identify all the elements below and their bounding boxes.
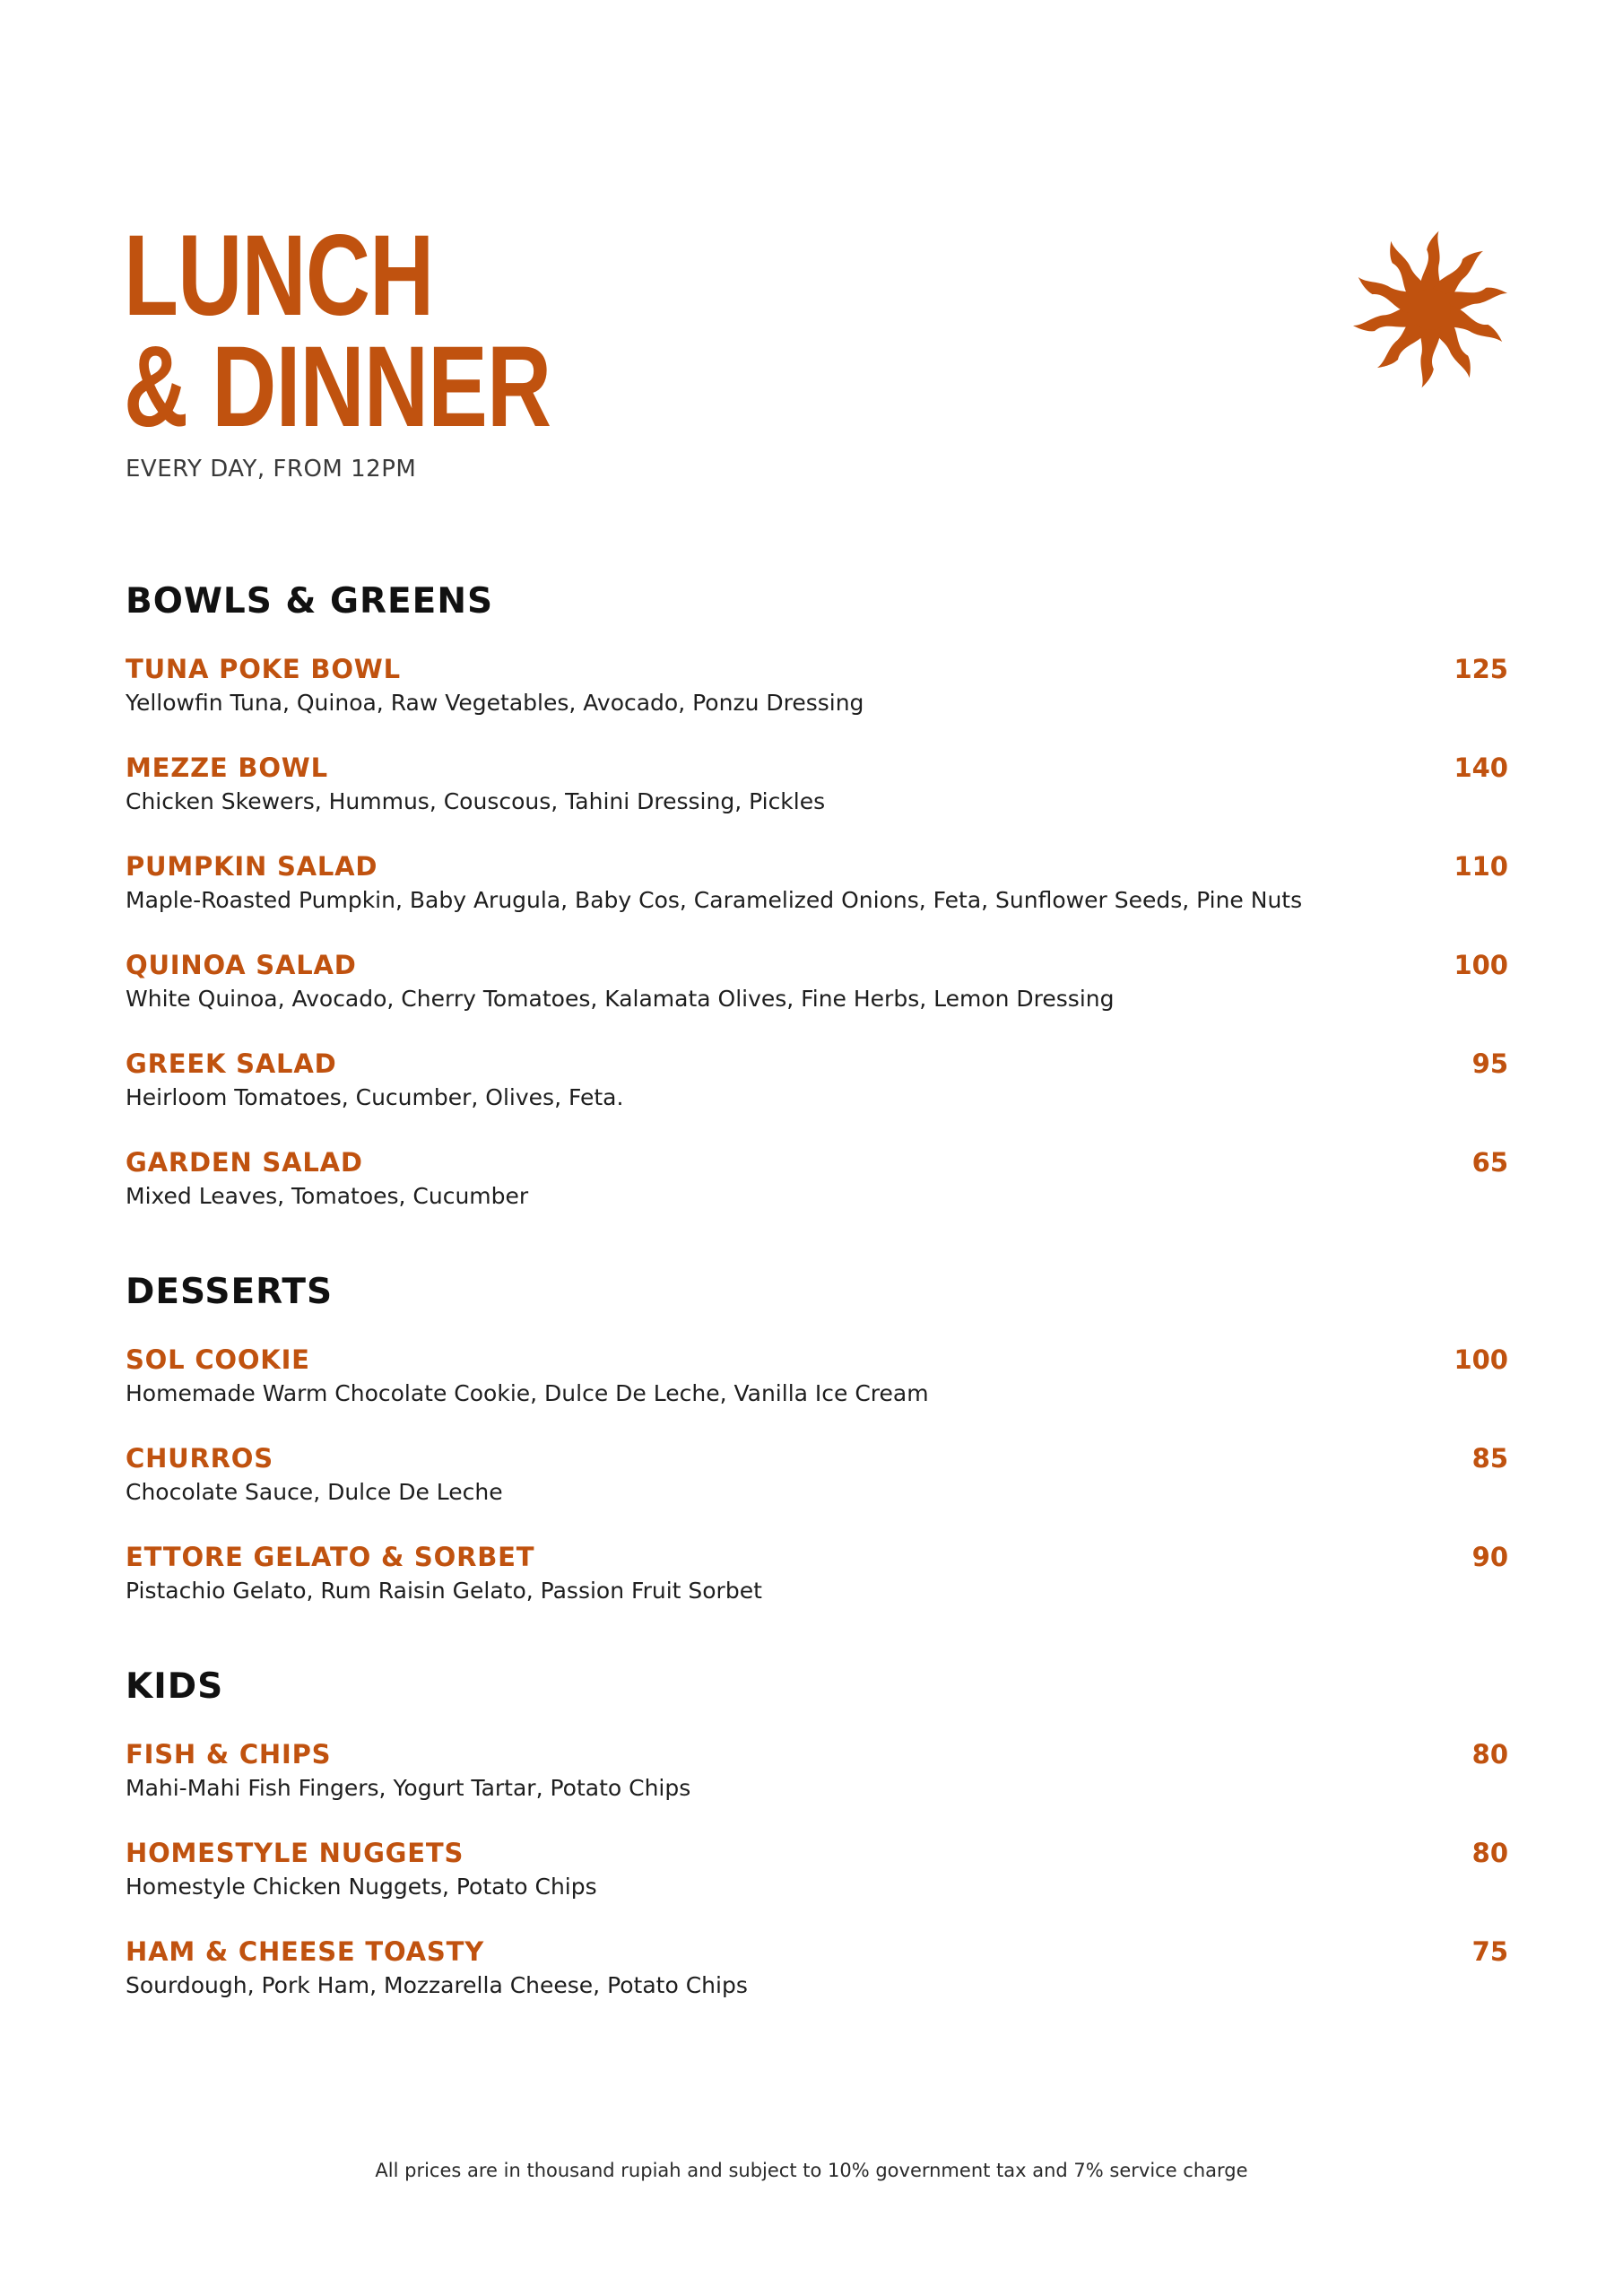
item-description: Yellowfin Tuna, Quinoa, Raw Vegetables, Avocado, Ponzu Dressing [126,690,864,716]
title-line-2: & DINNER [124,323,551,451]
section-title: BOWLS & GREENS [126,581,494,622]
item-name: ETTORE GELATO & SORBET [126,1542,535,1572]
item-name: PUMPKIN SALAD [126,851,378,882]
item-name: TUNA POKE BOWL [126,654,401,684]
item-price: 125 [1454,654,1508,684]
item-description: Maple-Roasted Pumpkin, Baby Arugula, Baby Cos, Caramelized Onions, Feta, Sunflower Seeds, Pine Nuts [126,887,1303,913]
item-price: 85 [1471,1443,1508,1474]
item-description: Sourdough, Pork Ham, Mozzarella Cheese, Potato Chips [126,1972,748,1998]
footer-note: All prices are in thousand rupiah and subject to 10% government tax and 7% service charge [375,2160,1248,2181]
section-kids [126,1666,1508,1708]
page-title [124,212,551,451]
item-name: SOL COOKIE [126,1344,310,1375]
item-description: Mahi-Mahi Fish Fingers, Yogurt Tartar, Potato Chips [126,1775,691,1801]
menu-item [126,1442,1508,1509]
menu-item [126,850,1508,917]
item-description: Pistachio Gelato, Rum Raisin Gelato, Passion Fruit Sorbet [126,1578,762,1604]
item-name: GREEK SALAD [126,1048,337,1079]
item-price: 110 [1454,851,1508,882]
item-description: Homemade Warm Chocolate Cookie, Dulce De Leche, Vanilla Ice Cream [126,1380,929,1406]
item-name: HAM & CHEESE TOASTY [126,1936,484,1967]
item-description: Heirloom Tomatoes, Cucumber, Olives, Feta. [126,1084,624,1110]
menu-item [126,1837,1508,1903]
item-price: 100 [1454,1344,1508,1375]
menu-item [126,653,1508,719]
item-price: 100 [1454,950,1508,980]
item-name: FISH & CHIPS [126,1739,332,1770]
item-price: 80 [1471,1838,1508,1868]
item-name: CHURROS [126,1443,273,1474]
item-name: QUINOA SALAD [126,950,357,980]
item-description: Chocolate Sauce, Dulce De Leche [126,1479,503,1505]
item-price: 95 [1471,1048,1508,1079]
item-price: 90 [1471,1542,1508,1572]
item-name: GARDEN SALAD [126,1147,363,1178]
menu-item [126,949,1508,1015]
menu-item [126,752,1508,818]
section-title: DESSERTS [126,1272,334,1312]
item-price: 80 [1471,1739,1508,1770]
menu-item [126,1048,1508,1114]
item-description: Chicken Skewers, Hummus, Couscous, Tahini Dressing, Pickles [126,788,826,814]
item-price: 140 [1454,752,1508,783]
item-description: Homestyle Chicken Nuggets, Potato Chips [126,1874,597,1900]
menu-item [126,1738,1508,1805]
item-description: Mixed Leaves, Tomatoes, Cucumber [126,1183,529,1209]
title-line-1: LUNCH [124,212,434,340]
item-description: White Quinoa, Avocado, Cherry Tomatoes, Kalamata Olives, Fine Herbs, Lemon Dressing [126,986,1115,1012]
item-price: 65 [1471,1147,1508,1178]
menu-item [126,1146,1508,1213]
item-name: HOMESTYLE NUGGETS [126,1838,464,1868]
section-title: KIDS [126,1666,224,1707]
section-bowls-greens [126,581,1508,622]
page-subtitle: EVERY DAY, FROM 12PM [126,456,417,483]
item-name: MEZZE BOWL [126,752,328,783]
sun-icon [1345,224,1515,395]
menu-item [126,1344,1508,1410]
menu-item [126,1541,1508,1607]
item-price: 75 [1471,1936,1508,1967]
menu-item [126,1935,1508,2002]
section-desserts [126,1272,1508,1313]
